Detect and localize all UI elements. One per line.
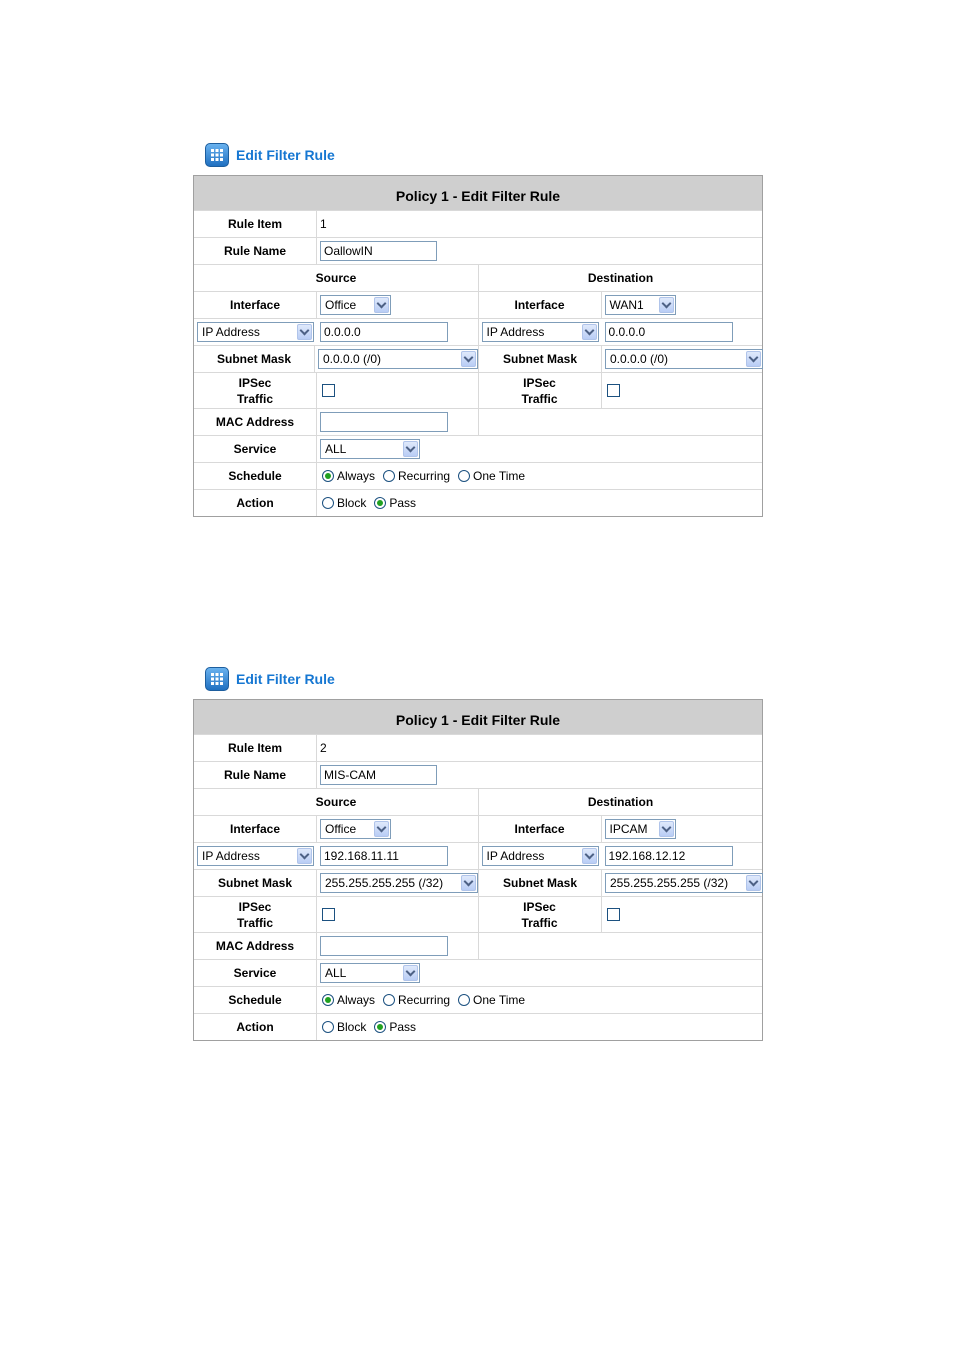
action-pass-option[interactable]: Pass (374, 496, 416, 510)
destination-ip-input[interactable]: 0.0.0.0 (605, 322, 733, 342)
rule-name-input[interactable]: MIS-CAM (320, 765, 437, 785)
schedule-always-option[interactable]: Always (322, 469, 375, 483)
mac-address-input[interactable] (320, 412, 448, 432)
source-interface-select[interactable]: Office (320, 295, 391, 315)
section-title: Edit Filter Rule (236, 147, 335, 163)
action-label: Action (194, 1014, 317, 1040)
chevron-down-icon (403, 965, 418, 981)
source-subnet-label: Subnet Mask (194, 346, 315, 372)
destination-address-type-select[interactable]: IP Address (482, 846, 599, 866)
source-address-type-select[interactable]: IP Address (197, 846, 314, 866)
action-row (194, 489, 762, 516)
source-interface-select[interactable]: Office (320, 819, 391, 839)
radio-selected-icon (322, 994, 334, 1006)
chevron-down-icon (659, 821, 674, 837)
policy-panel (193, 699, 763, 1041)
source-heading: Source (315, 795, 357, 809)
source-subnet-select[interactable]: 0.0.0.0 (/0) (318, 349, 478, 369)
subnet-row (194, 345, 762, 372)
action-pass-option[interactable]: Pass (374, 1020, 416, 1034)
chevron-down-icon (746, 351, 761, 367)
rule-name-input[interactable]: OallowIN (320, 241, 437, 261)
destination-ip-input[interactable]: 192.168.12.12 (605, 846, 733, 866)
chevron-down-icon (582, 324, 597, 340)
source-subnet-label: Subnet Mask (194, 870, 317, 896)
mac-label: MAC Address (194, 409, 317, 435)
radio-icon (322, 1021, 334, 1033)
source-ipsec-label: IPSec Traffic (194, 897, 317, 932)
destination-heading: Destination (478, 265, 762, 291)
destination-interface-label: Interface (479, 292, 602, 318)
service-label: Service (194, 960, 317, 986)
rule-item-label: Rule Item (194, 735, 317, 761)
schedule-onetime-option[interactable]: One Time (458, 469, 525, 483)
section-title: Edit Filter Rule (236, 671, 335, 687)
mac-row (194, 408, 762, 435)
rule-item-value: 1 (320, 217, 327, 231)
destination-subnet-select[interactable]: 0.0.0.0 (/0) (605, 349, 763, 369)
chevron-down-icon (582, 848, 597, 864)
schedule-recurring-option[interactable]: Recurring (383, 469, 450, 483)
destination-subnet-label: Subnet Mask (479, 346, 602, 372)
service-select[interactable]: ALL (320, 439, 420, 459)
ip-address-row (194, 842, 762, 869)
panel-title: Policy 1 - Edit Filter Rule (194, 700, 762, 734)
chevron-down-icon (461, 351, 476, 367)
source-ip-input[interactable]: 0.0.0.0 (320, 322, 448, 342)
source-heading: Source (315, 271, 357, 285)
mac-address-input[interactable] (320, 936, 448, 956)
chevron-down-icon (297, 324, 312, 340)
ipsec-row (194, 372, 762, 408)
destination-ipsec-checkbox[interactable] (607, 384, 620, 397)
destination-ipsec-label: IPSec Traffic (479, 373, 602, 408)
rule-name-label: Rule Name (194, 238, 317, 264)
service-label: Service (194, 436, 317, 462)
schedule-row (194, 986, 762, 1013)
rule-item-value: 2 (320, 741, 327, 755)
radio-selected-icon (322, 470, 334, 482)
service-row (194, 959, 762, 986)
chevron-down-icon (374, 821, 389, 837)
chevron-down-icon (297, 848, 312, 864)
ip-address-row (194, 318, 762, 345)
destination-interface-select[interactable]: WAN1 (605, 295, 676, 315)
interface-row (194, 291, 762, 318)
radio-icon (458, 470, 470, 482)
destination-subnet-label: Subnet Mask (479, 870, 602, 896)
mac-row (194, 932, 762, 959)
rule-item-row (194, 734, 762, 761)
rule-name-label: Rule Name (194, 762, 317, 788)
grid-icon (205, 667, 229, 691)
destination-subnet-select[interactable]: 255.255.255.255 (/32) (605, 873, 763, 893)
radio-selected-icon (374, 1021, 386, 1033)
interface-row (194, 815, 762, 842)
section-header (205, 665, 335, 693)
subnet-row (194, 869, 762, 896)
radio-icon (383, 470, 395, 482)
source-ipsec-checkbox[interactable] (322, 384, 335, 397)
grid-icon (205, 143, 229, 167)
destination-interface-select[interactable]: IPCAM (605, 819, 676, 839)
mac-label: MAC Address (194, 933, 317, 959)
rule-item-row (194, 210, 762, 237)
action-block-option[interactable]: Block (322, 496, 366, 510)
chevron-down-icon (374, 297, 389, 313)
action-row (194, 1013, 762, 1040)
chevron-down-icon (746, 875, 761, 891)
radio-selected-icon (374, 497, 386, 509)
destination-interface-label: Interface (479, 816, 602, 842)
chevron-down-icon (659, 297, 674, 313)
source-ipsec-checkbox[interactable] (322, 908, 335, 921)
destination-heading: Destination (478, 789, 762, 815)
schedule-label: Schedule (194, 987, 317, 1013)
service-row (194, 435, 762, 462)
rule-item-label: Rule Item (194, 211, 317, 237)
radio-icon (322, 497, 334, 509)
chevron-down-icon (461, 875, 476, 891)
rule-name-row (194, 761, 762, 788)
schedule-row (194, 462, 762, 489)
destination-address-type-select[interactable]: IP Address (482, 322, 599, 342)
radio-icon (458, 994, 470, 1006)
source-ip-input[interactable]: 192.168.11.11 (320, 846, 448, 866)
panel-title: Policy 1 - Edit Filter Rule (194, 176, 762, 210)
service-select[interactable]: ALL (320, 963, 420, 983)
radio-icon (383, 994, 395, 1006)
column-headings-row (194, 264, 762, 291)
source-interface-label: Interface (194, 816, 317, 842)
action-label: Action (194, 490, 317, 516)
source-interface-label: Interface (194, 292, 317, 318)
schedule-recurring-option[interactable]: Recurring (383, 993, 450, 1007)
schedule-label: Schedule (194, 463, 317, 489)
column-headings-row (194, 788, 762, 815)
rule-name-row (194, 237, 762, 264)
schedule-onetime-option[interactable]: One Time (458, 993, 525, 1007)
policy-panel (193, 175, 763, 517)
action-block-option[interactable]: Block (322, 1020, 366, 1034)
section-header (205, 141, 335, 169)
source-subnet-select[interactable]: 255.255.255.255 (/32) (320, 873, 478, 893)
source-address-type-select[interactable]: IP Address (197, 322, 314, 342)
source-ipsec-label: IPSec Traffic (194, 373, 317, 408)
schedule-always-option[interactable]: Always (322, 993, 375, 1007)
chevron-down-icon (403, 441, 418, 457)
destination-ipsec-label: IPSec Traffic (479, 897, 602, 932)
ipsec-row (194, 896, 762, 932)
destination-ipsec-checkbox[interactable] (607, 908, 620, 921)
